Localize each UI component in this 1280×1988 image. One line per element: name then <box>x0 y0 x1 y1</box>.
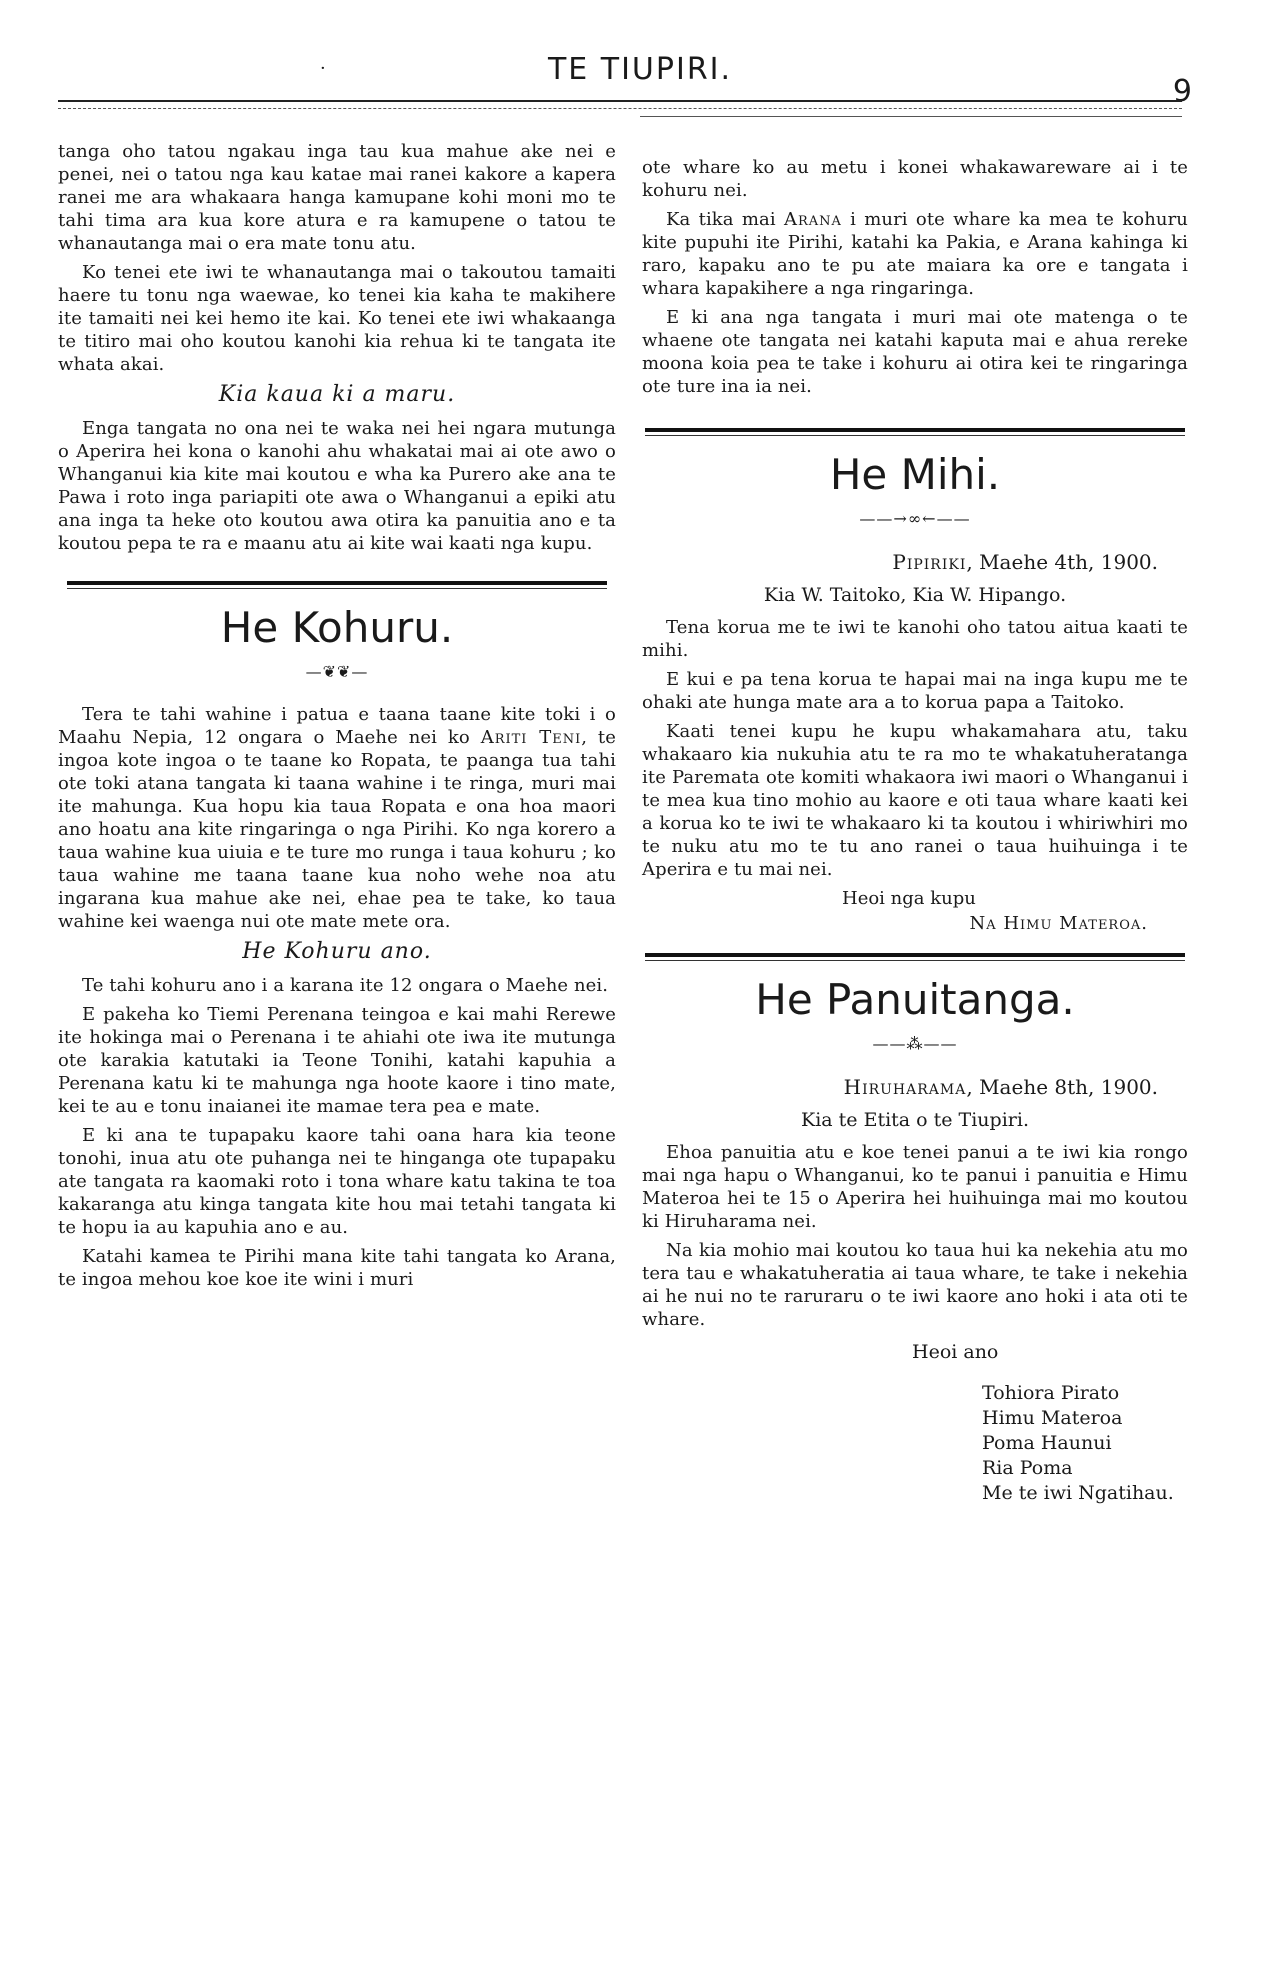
subheading: He Kohuru ano. <box>242 939 432 964</box>
article-paragraph: Tera te tahi wahine i patua e taana taane kite toki i o Maahu Nepia, 12 ongara o Maehe nei ko Ariti Teni, te ingoa kote ingoa o te taane ko Ropata, te paanga tua tahi ote toki atana tangata ki taana wahine i te ringa, muri mai ite mahunga. Kua hopu kia taua Ropata e ona hoa maori ano hoatu ana kite ringaringa o nga Pirihi. Ko nga korero a taua wahine kua uiuia e te ture mo runga i taua kohuru ; ko taua wahine me taana taane kua noho wehe noa atu ingarana kua mahue ake nei, ehae pea te take, ko taua wahine kei waenga nui ote mate mete ora. <box>58 704 616 932</box>
right-column <box>642 156 1188 1506</box>
section-divider <box>645 953 1185 961</box>
section-title-panuitanga: He Panuitanga. <box>755 975 1075 1024</box>
header-rule <box>58 100 1182 102</box>
subheading: Kia kaua ki a maru. <box>218 382 456 407</box>
article-paragraph: Katahi kamea te Pirihi mana kite tahi tangata ko Arana, te ingoa mehou koe koe ite wini i muri <box>58 1246 616 1290</box>
article-paragraph: tanga oho tatou ngakau inga tau kua mahue ake nei e penei, nei o tatou nga kau katae mai ranei kakore a kapera ranei me ara whakaara hanga kamupane kohi moni mo te tahi tima ara kua kore atura e ra kamupene o tatou te whanautanga mai o era mate tonu atu. <box>58 141 616 254</box>
article-paragraph: ote whare ko au metu i konei whakawareware ai i te kohuru nei. <box>642 157 1188 201</box>
signatory: Himu Materoa <box>982 1407 1123 1429</box>
article-paragraph: Ehoa panuitia atu e koe tenei panui a te iwi kia rongo mai nga hapu o Whanganui, ko te panui i panuitia e Himu Materoa hei te 15 o Aperira hei huihuinga mai mo koutou ki Hiruharama nei. <box>642 1142 1188 1232</box>
page-number: 9 <box>1172 74 1192 109</box>
signatories <box>642 1381 1188 1506</box>
signatory: Tohiora Pirato <box>982 1382 1120 1404</box>
newspaper-title: TE TIUPIRI. <box>547 52 733 87</box>
dateline: Pipiriki, Maehe 4th, 1900. <box>892 550 1158 574</box>
ornament: ——→∞←—— <box>859 509 971 528</box>
salutation: Kia te Etita o te Tiupiri. <box>801 1109 1029 1131</box>
ornament: —❦❦— <box>305 662 369 681</box>
signatory: Me te iwi Ngatihau. <box>982 1482 1174 1504</box>
article-paragraph: Na kia mohio mai koutou ko taua hui ka nekehia atu mo tera tau e whakatuheratia ai taua whare, te take i nekehia ai he nui no te raruraru o te iwi kaore ano hoki i ata oti te whare. <box>642 1240 1188 1330</box>
section-divider <box>645 428 1185 436</box>
header-rule-dashed <box>58 108 1182 109</box>
salutation: Kia W. Taitoko, Kia W. Hipango. <box>763 584 1067 606</box>
article-paragraph: E ki ana nga tangata i muri mai ote matenga o te whaene ote tangata nei katahi kaputa mai e ahua rereke moona koia pea te take i kohuru ai otira kei te ringaringa ote ture ina ia nei. <box>642 307 1188 397</box>
article-paragraph: Enga tangata no ona nei te waka nei hei ngara mutunga o Aperira hei kona o kanohi ahu whakatai mai ai ote awo o Whanganui kia kite mai koutou e wha ka Purero ake ana te Pawa i roto inga pariapiti ote awa o Whanganui a epiki atu ana inga ta heke oto koutou awa otira ka panuitia ano e ta koutou pepa te ra e maanu atu ai kite wai kaati nga kupu. <box>58 418 616 554</box>
name-arana: Arana <box>783 209 842 230</box>
section-title-mihi: He Mihi. <box>829 450 1001 499</box>
left-column <box>58 140 616 1297</box>
closing: Heoi nga kupu <box>842 888 976 909</box>
article-paragraph: E pakeha ko Tiemi Perenana teingoa e kai mahi Rerewe ite hokinga mai o Perenana i te ahiahi ote iwa ite mutunga ote karakia katutaki ia Teone Tonihi, katahi kapuhia a Perenana katu ki te mahunga nga hoote kaore i tino mate, kei te au e tonu inaianei ite mamae tera pea e mate. <box>58 1004 616 1117</box>
signatory: Ria Poma <box>982 1457 1073 1479</box>
article-paragraph: Te tahi kohuru ano i a karana ite 12 ongara o Maehe nei. <box>82 975 609 996</box>
header-dot: · <box>320 58 326 79</box>
ornament: ——⁂—— <box>872 1034 958 1053</box>
article-paragraph: Tena korua me te iwi te kanohi oho tatou aitua kaati te mihi. <box>642 617 1188 661</box>
article-paragraph: Ka tika mai Arana i muri ote whare ka mea te kohuru kite pupuhi ite Pirihi, katahi ka Pakia, e Arana kahinga ki raro, kapaku ano te pu ate maiara ka ore e tangata i whara kapakihere a nga ringaringa. <box>642 209 1188 299</box>
section-divider <box>67 581 607 589</box>
dateline: Hiruharama, Maehe 8th, 1900. <box>843 1075 1158 1099</box>
signatory: Poma Haunui <box>982 1432 1112 1454</box>
name-ariti-teni: Ariti Teni <box>480 727 582 748</box>
article-paragraph: E kui e pa tena korua te hapai mai na inga kupu me te ohaki ate hunga mate ara a to korua papa a Taitoko. <box>642 669 1188 713</box>
signature: Na Himu Materoa. <box>969 913 1148 934</box>
article-paragraph: Kaati tenei kupu he kupu whakamahara atu, taku whakaaro kia nukuhia atu te ra mo te whakatuheratanga ite Paremata ote komiti whakaora iwi maori o Whanganui i te mea kua tino mohio au kaore e oti taua whare kaati kei a korua ko te iwi te whakaaro ki ta koutou i whiriwhiri mo te nuku atu mo te tu ano ranei o taua huihuinga i te Aperira e tu mai nei. <box>642 721 1188 880</box>
article-paragraph: Ko tenei ete iwi te whanautanga mai o takoutou tamaiti haere tu tonu nga waewae, ko tenei kia kaha te makihere ite tamaiti nei kei hemo ite kai. Ko tenei ete iwi whakaanga te titiro mai oho koutou kanohi kia rehua ki te tangata ite whata akai. <box>58 262 616 375</box>
header-rule-right <box>640 116 1182 117</box>
section-title-kohuru: He Kohuru. <box>220 603 454 652</box>
closing: Heoi ano <box>912 1341 999 1363</box>
article-paragraph: E ki ana te tupapaku kaore tahi oana hara kia teone tonohi, inua atu ote puhanga nei te hinganga ote tupapaku ate tangata ra kaomaki roto i tona whare katu takina te toa kakaranga atu kinga tangata kite hou mai tetahi tangata ki te hopu ia au kapuhia ano e au. <box>58 1125 616 1238</box>
